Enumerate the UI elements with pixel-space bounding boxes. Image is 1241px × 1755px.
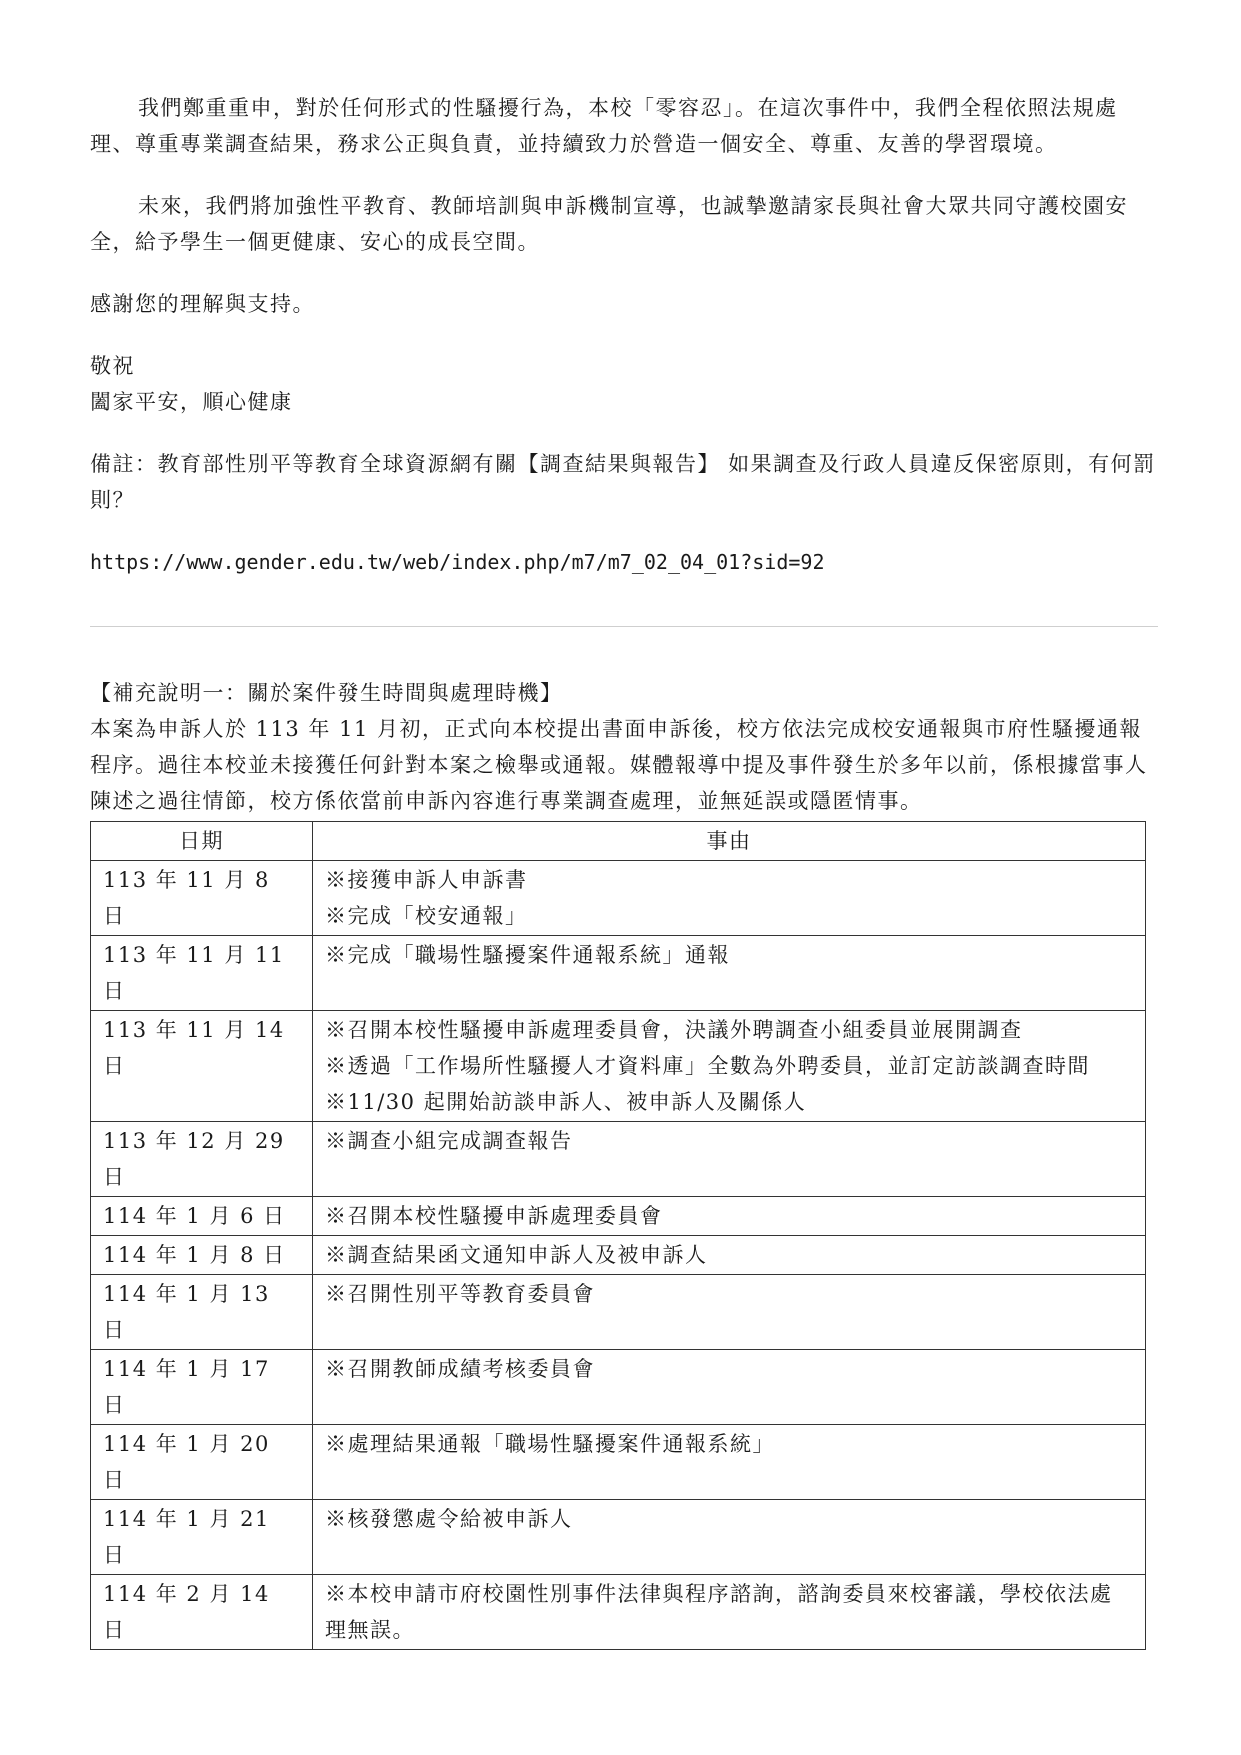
reference-url[interactable]: https://www.gender.edu.tw/web/index.php/m7/m7_02_04_01?sid=92 — [90, 550, 825, 574]
reason-item: ※召開性別平等教育委員會 — [325, 1282, 595, 1306]
table-row — [91, 1575, 1146, 1650]
reason-item: ※調查結果函文通知申訴人及被申訴人 — [325, 1243, 708, 1267]
row-date: 113 年 11 月 11 日 — [91, 936, 313, 1011]
row-date: 114 年 1 月 6 日 — [91, 1197, 313, 1236]
note-paragraph: 備註：教育部性別平等教育全球資源網有關【調查結果與報告】 如果調查及行政人員違反保密原則，有何罰則？ — [90, 452, 1156, 512]
reason-item: ※完成「校安通報」 — [325, 904, 528, 928]
paragraph-thanks: 感謝您的理解與支持。 — [90, 292, 315, 316]
reason-item: ※召開本校性騷擾申訴處理委員會，決議外聘調查小組委員並展開調查 — [325, 1018, 1023, 1042]
row-reason — [313, 1575, 1146, 1650]
reason-item: ※接獲申訴人申訴書 — [325, 868, 528, 892]
header-date: 日期 — [91, 822, 313, 861]
supplement-title: 【補充說明一：關於案件發生時間與處理時機】 — [90, 681, 563, 705]
paragraph-future-plans: 未來，我們將加強性平教育、教師培訓與申訴機制宣導，也誠摯邀請家長與社會大眾共同守護校園安全，給予學生一個更健康、安心的成長空間。 — [90, 194, 1128, 254]
row-reason — [313, 1500, 1146, 1575]
table-row — [91, 1275, 1146, 1350]
table-row — [91, 861, 1146, 936]
table-row — [91, 1197, 1146, 1236]
row-date: 114 年 1 月 17 日 — [91, 1350, 313, 1425]
row-reason — [313, 861, 1146, 936]
paragraph-zero-tolerance: 我們鄭重重申，對於任何形式的性騷擾行為，本校「零容忍」。在這次事件中，我們全程依照法規處理、尊重專業調查結果，務求公正與負責，並持續致力於營造一個安全、尊重、友善的學習環境。 — [90, 96, 1118, 156]
table-row — [91, 1236, 1146, 1275]
document-page — [90, 90, 1158, 1650]
table-row — [91, 1350, 1146, 1425]
row-date: 114 年 1 月 13 日 — [91, 1275, 313, 1350]
table-row — [91, 1122, 1146, 1197]
table-row — [91, 1500, 1146, 1575]
reason-item: ※透過「工作場所性騷擾人才資料庫」全數為外聘委員，並訂定訪談調查時間 — [325, 1054, 1090, 1078]
table-row — [91, 1425, 1146, 1500]
row-reason — [313, 1011, 1146, 1122]
reason-item: ※召開本校性騷擾申訴處理委員會 — [325, 1204, 663, 1228]
reason-item: ※11/30 起開始訪談申訴人、被申訴人及關係人 — [325, 1090, 807, 1114]
row-date: 114 年 2 月 14 日 — [91, 1575, 313, 1650]
timeline-table — [90, 821, 1146, 1650]
closing-wishes: 闔家平安，順心健康 — [90, 390, 293, 414]
section-divider — [90, 626, 1158, 627]
reason-item: ※處理結果通報「職場性騷擾案件通報系統」 — [325, 1432, 775, 1456]
row-reason — [313, 936, 1146, 1011]
row-reason — [313, 1197, 1146, 1236]
row-reason — [313, 1236, 1146, 1275]
reason-item: ※本校申請市府校園性別事件法律與程序諮詢，諮詢委員來校審議，學校依法處理無誤。 — [325, 1582, 1113, 1642]
row-reason — [313, 1425, 1146, 1500]
reason-item: ※完成「職場性騷擾案件通報系統」通報 — [325, 943, 730, 967]
row-reason — [313, 1122, 1146, 1197]
supplement-body: 本案為申訴人於 113 年 11 月初，正式向本校提出書面申訴後，校方依法完成校安通報與市府性騷擾通報程序。過往本校並未接獲任何針對本案之檢舉或通報。媒體報導中提及事件發生於多年以前，係根據當事人陳述之過往情節，校方係依當前申訴內容進行專業調查處理，並無延誤或隱匿情事。 — [90, 717, 1148, 813]
row-date: 114 年 1 月 20 日 — [91, 1425, 313, 1500]
reason-item: ※召開教師成績考核委員會 — [325, 1357, 595, 1381]
closing-salutation: 敬祝 — [90, 354, 135, 378]
row-date: 113 年 11 月 14 日 — [91, 1011, 313, 1122]
timeline-body — [91, 861, 1146, 1650]
row-date: 114 年 1 月 21 日 — [91, 1500, 313, 1575]
reason-item: ※調查小組完成調查報告 — [325, 1129, 573, 1153]
row-date: 114 年 1 月 8 日 — [91, 1236, 313, 1275]
reason-item: ※核發懲處令給被申訴人 — [325, 1507, 573, 1531]
table-header-row — [91, 822, 1146, 861]
row-date: 113 年 11 月 8 日 — [91, 861, 313, 936]
table-row — [91, 936, 1146, 1011]
table-row — [91, 1011, 1146, 1122]
row-date: 113 年 12 月 29 日 — [91, 1122, 313, 1197]
row-reason — [313, 1350, 1146, 1425]
row-reason — [313, 1275, 1146, 1350]
header-reason: 事由 — [313, 822, 1146, 861]
